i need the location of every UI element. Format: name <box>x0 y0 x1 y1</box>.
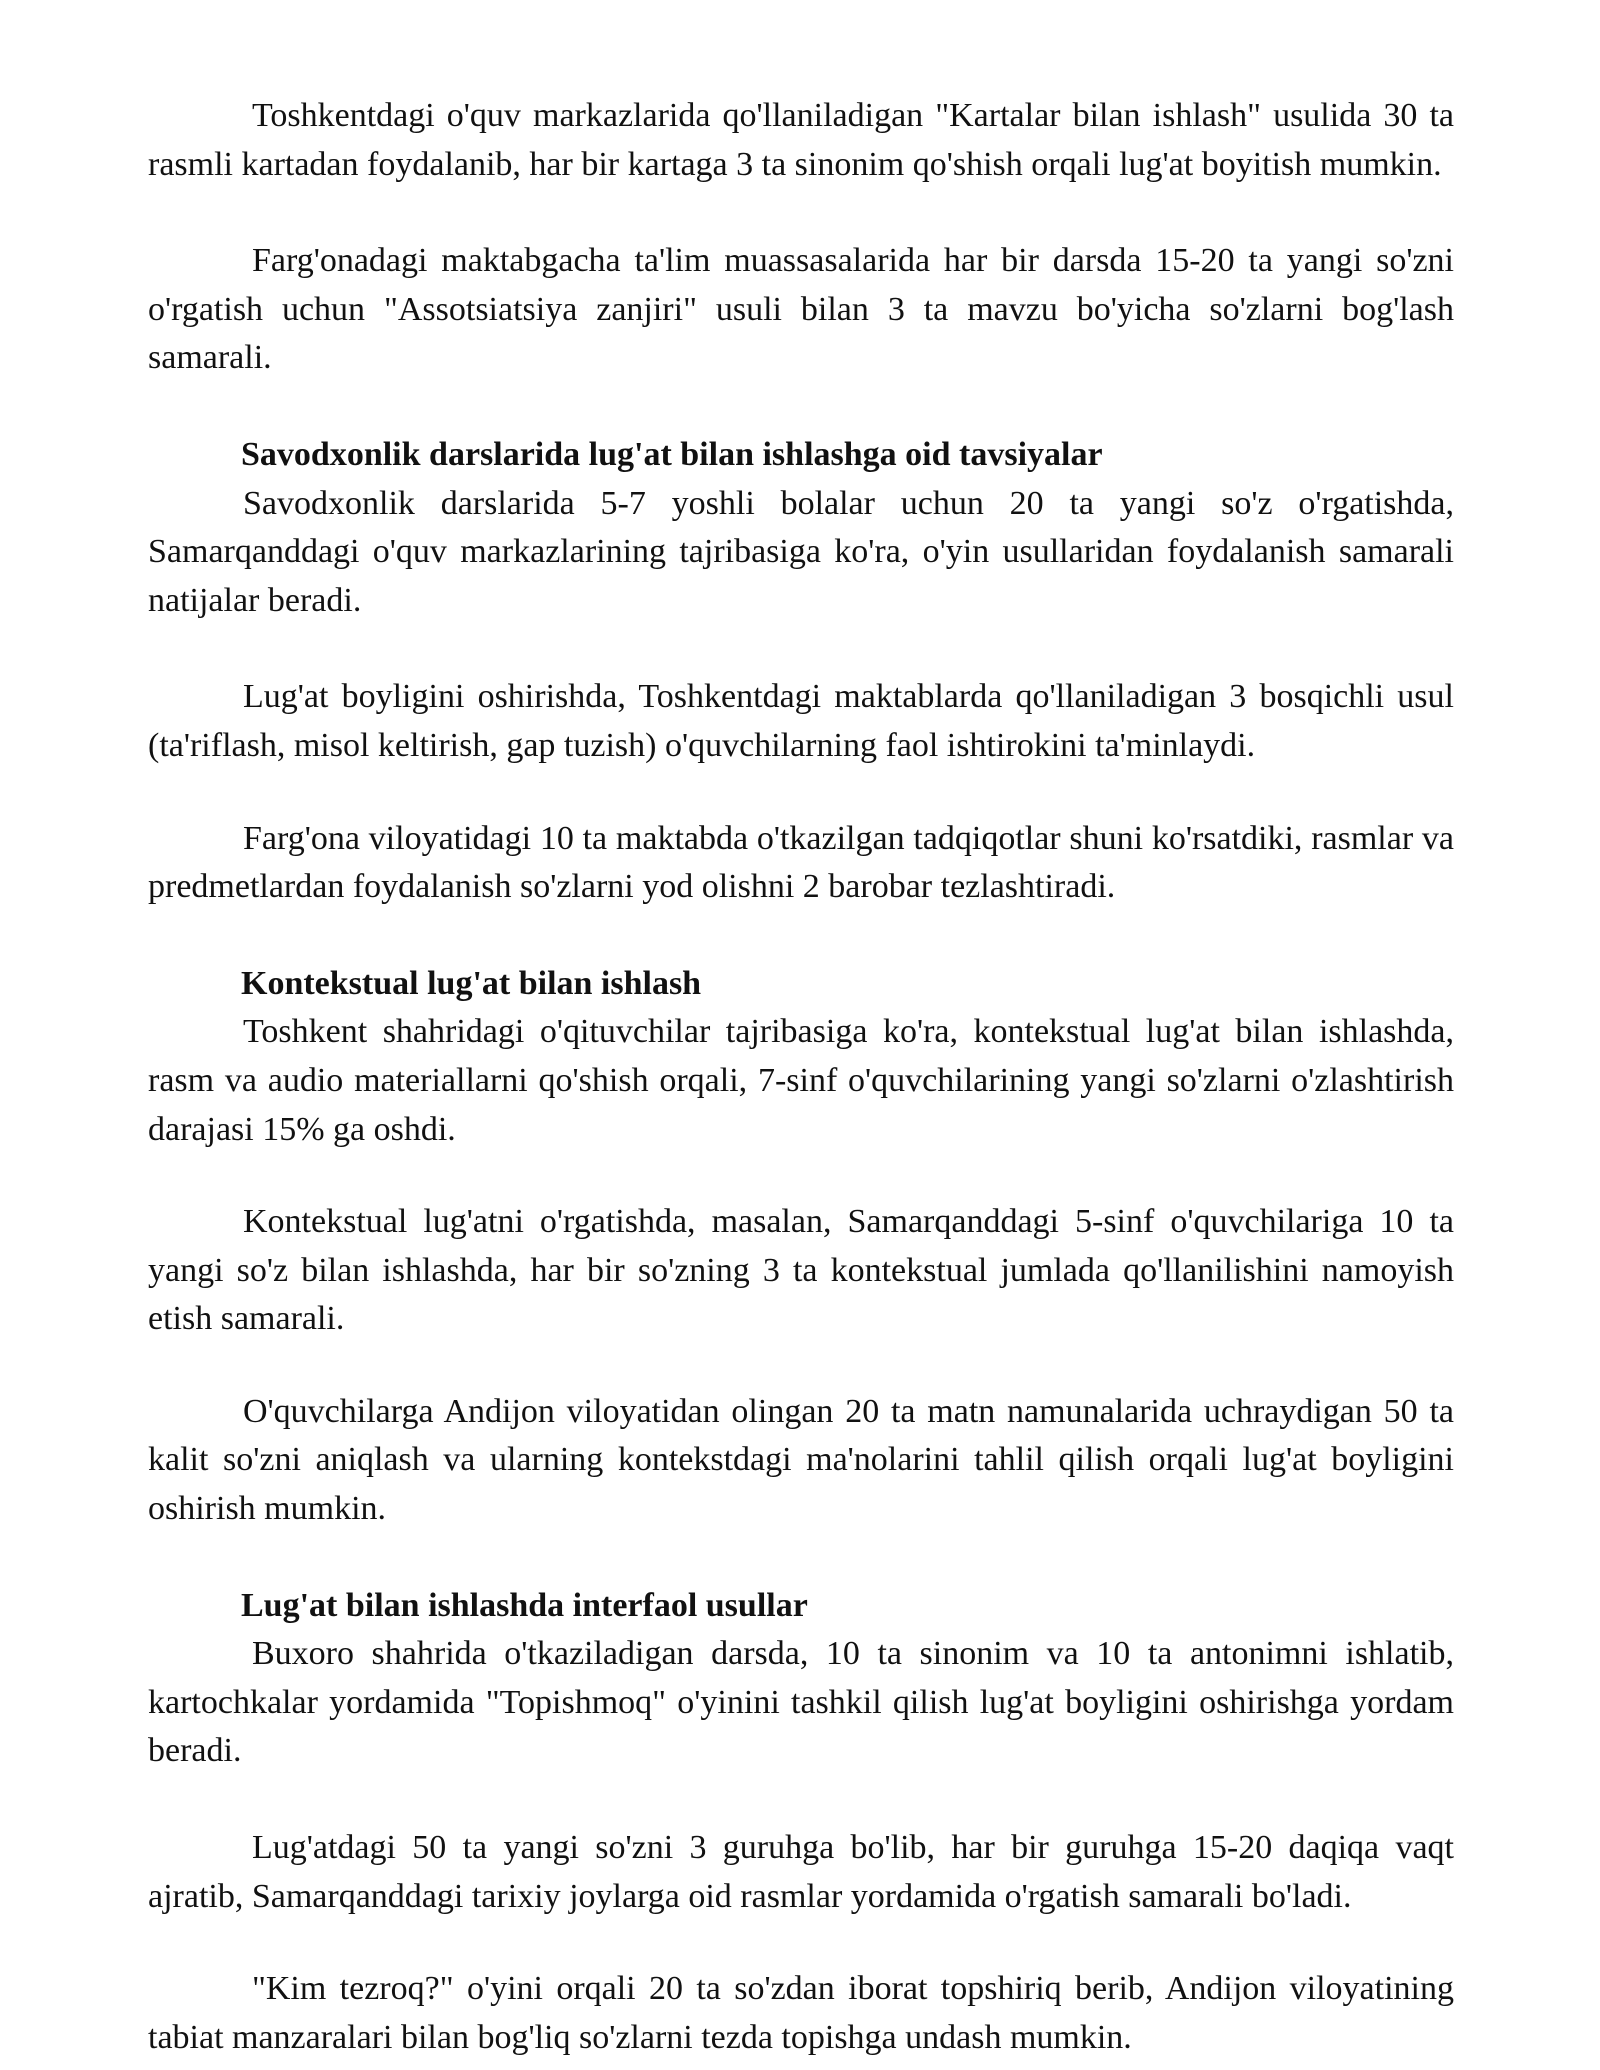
paragraph: O'quvchilarga Andijon viloyatidan olingan 20 ta matn namunalarida uchraydigan 50 ta kalit so'zni aniqlash va ularning kontekstdagi ma'nolarini tahlil qilish orqali lug'at boyligini oshirish mumkin. <box>148 1392 1454 1528</box>
paragraph: Buxoro shahrida o'tkaziladigan darsda, 10 ta sinonim va 10 ta antonimni ishlatib, kartochkalar yordamida "Topishmoq" o'yinini tashkil qilish lug'at boyligini oshirishga yordam beradi. <box>148 1635 1454 1770</box>
paragraph: Farg'ona viloyatidagi 10 ta maktabda o'tkazilgan tadqiqotlar shuni ko'rsatdiki, rasmlar va predmetlardan foydalanish so'zlarni yod olishni 2 barobar tezlashtiradi. <box>148 819 1454 906</box>
section-heading: Kontekstual lug'at bilan ishlash <box>241 964 702 1002</box>
paragraph: Savodxonlik darslarida 5-7 yoshli bolalar uchun 20 ta yangi so'z o'rgatishda, Samarqanddagi o'quv markazlarining tajribasiga ko'ra, o'yin usullaridan foydalanish samarali natijalar beradi. <box>148 484 1454 619</box>
document-page <box>148 92 1454 2062</box>
paragraph: Toshkent shahridagi o'qituvchilar tajribasiga ko'ra, kontekstual lug'at bilan ishlashda, rasm va audio materiallarni qo'shish orqali, 7-sinf o'quvchilarining yangi so'zlarni o'zlashtirish darajasi 15% ga oshdi. <box>148 1013 1454 1148</box>
section-heading: Lug'at bilan ishlashda interfaol usullar <box>241 1586 808 1624</box>
paragraph: Lug'at boyligini oshirishda, Toshkentdagi maktablarda qo'llaniladigan 3 bosqichli usul (ta'riflash, misol keltirish, gap tuzish) o'quvchilarning faol ishtirokini ta'minlaydi. <box>148 678 1454 764</box>
paragraph: Toshkentdagi o'quv markazlarida qo'llaniladigan "Kartalar bilan ishlash" usulida 30 ta rasmli kartadan foydalanib, har bir kartaga 3 ta sinonim qo'shish orqali lug'at boyitish mumkin. <box>148 97 1454 183</box>
section-heading: Savodxonlik darslarida lug'at bilan ishlashga oid tavsiyalar <box>241 435 1103 473</box>
paragraph: Lug'atdagi 50 ta yangi so'zni 3 guruhga bo'lib, har bir guruhga 15-20 daqiqa vaqt ajratib, Samarqanddagi tarixiy joylarga oid rasmlar yordamida o'rgatish samarali bo'ladi. <box>148 1829 1454 1915</box>
paragraph: Farg'onadagi maktabgacha ta'lim muassasalarida har bir darsda 15-20 ta yangi so'zni o'rgatish uchun "Assotsiatsiya zanjiri" usuli bilan 3 ta mavzu bo'yicha so'zlarni bog'lash samarali. <box>148 242 1454 377</box>
paragraph: "Kim tezroq?" o'yini orqali 20 ta so'zdan iborat topshiriq berib, Andijon viloyatining tabiat manzaralari bilan bog'liq so'zlarni tezda topishga undash mumkin. <box>148 1970 1454 2056</box>
paragraph: Kontekstual lug'atni o'rgatishda, masalan, Samarqanddagi 5-sinf o'quvchilariga 10 ta yangi so'z bilan ishlashda, har bir so'zning 3 ta kontekstual jumlada qo'llanilishini namoyish etish samarali. <box>148 1203 1454 1338</box>
